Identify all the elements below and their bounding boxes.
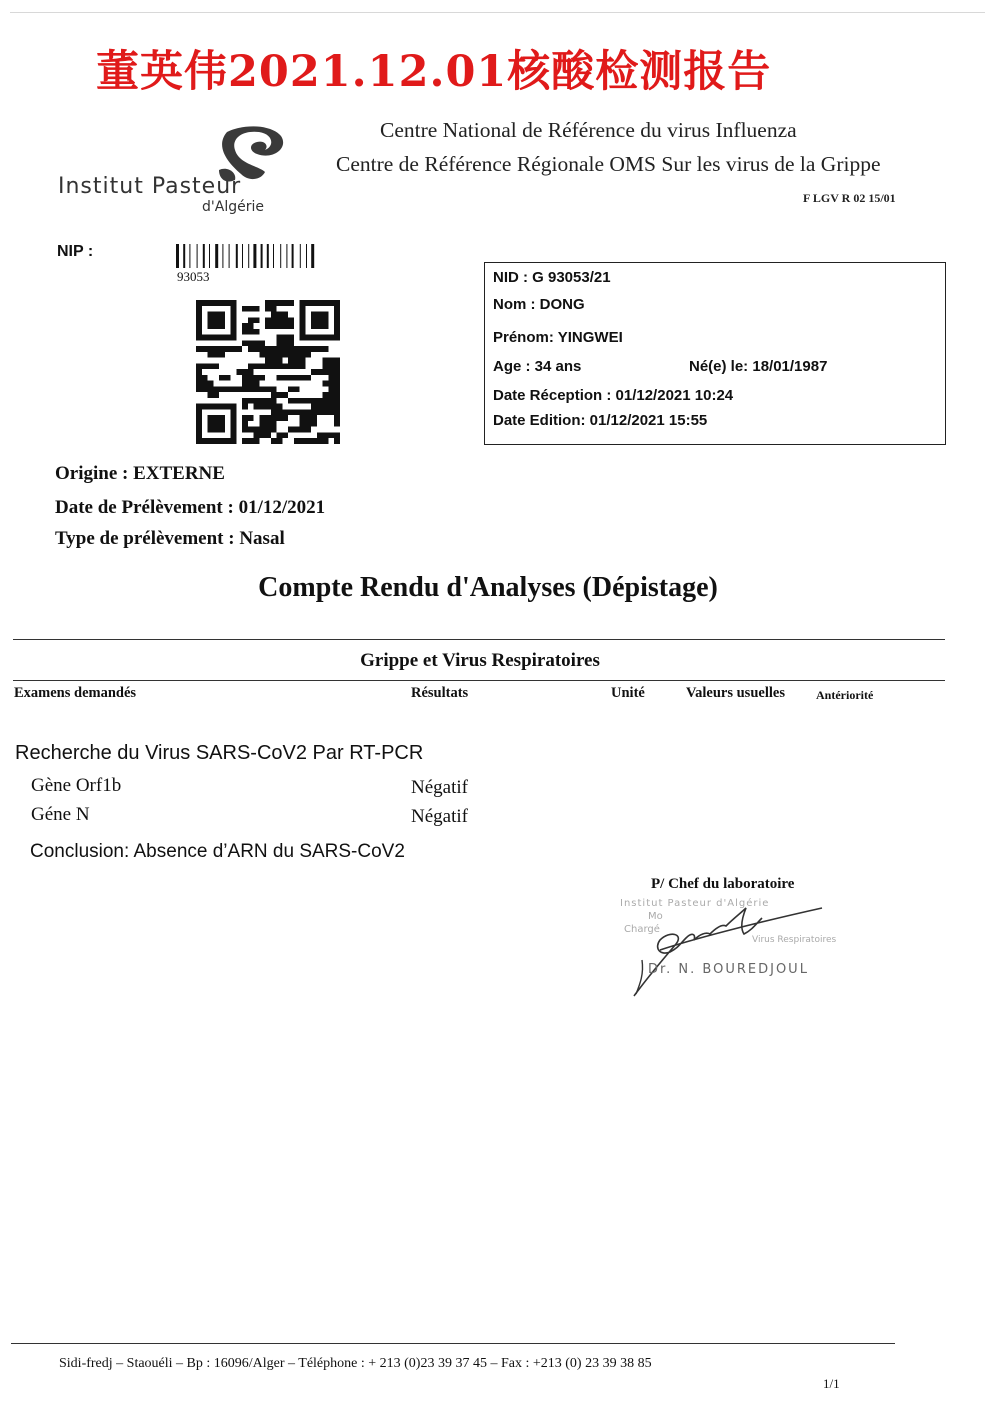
footer-address: Sidi-fredj – Staouéli – Bp : 16096/Alger – Téléphone : + 213 (0)23 39 37 45 – Fax : +213 (0) 23 39 38 85 [59, 1356, 652, 1371]
date-reception: Date Réception : 01/12/2021 10:24 [493, 387, 734, 404]
signature-label: P/ Chef du laboratoire [651, 876, 795, 892]
report-banner-title: 董英伟2021.12.01核酸检测报告 [96, 47, 772, 97]
patient-dob: Né(e) le: 18/01/1987 [689, 358, 828, 375]
nip-label: NIP : [57, 243, 94, 260]
footer-rule [11, 1343, 895, 1344]
patient-age: Age : 34 ans [493, 358, 582, 375]
patient-nid: NID : G 93053/21 [493, 269, 611, 286]
institut-pasteur-logo [58, 124, 298, 219]
gene-result: Négatif [411, 806, 468, 827]
patient-nom: Nom : DONG [493, 296, 585, 313]
patient-prenom: Prénom: YINGWEI [493, 329, 623, 346]
report-title: Compte Rendu d'Analyses (Dépistage) [258, 572, 718, 603]
logo-text-institut-pasteur: Institut Pasteur [58, 174, 242, 199]
date-edition: Date Edition: 01/12/2021 15:55 [493, 412, 708, 429]
page-number: 1/1 [823, 1376, 840, 1391]
signatory-name: Dr. N. BOUREDJOUL [648, 962, 809, 977]
section-bottom-rule [13, 680, 945, 681]
gene-result: Négatif [411, 777, 468, 798]
form-reference: F LGV R 02 15/01 [803, 191, 896, 205]
gene-name: Gène Orf1b [31, 775, 122, 796]
stamp-line: Virus Respiratoires [752, 935, 837, 945]
qr-code [196, 300, 340, 444]
stamp-line: Institut Pasteur d'Algérie [620, 898, 770, 909]
sample-type: Type de prélèvement : Nasal [55, 528, 285, 549]
test-name: Recherche du Virus SARS-CoV2 Par RT-PCR [15, 742, 424, 764]
column-header-previous: Antériorité [816, 688, 874, 702]
patient-info-box [484, 262, 946, 445]
top-scan-edge [10, 12, 985, 13]
column-header-result: Résultats [411, 685, 469, 701]
test-conclusion: Conclusion: Absence d’ARN du SARS-CoV2 [30, 841, 405, 862]
handwritten-signature-icon [630, 904, 830, 1000]
patient-barcode [176, 244, 372, 268]
header-centre-national: Centre National de Référence du virus Influenza [380, 118, 797, 142]
barcode-number: 93053 [177, 269, 210, 284]
stamp-line: Chargé [624, 924, 660, 935]
sample-origin: Origine : EXTERNE [55, 463, 225, 484]
section-title: Grippe et Virus Respiratoires [360, 650, 600, 671]
column-header-unit: Unité [611, 685, 645, 701]
header-centre-oms: Centre de Référence Régionale OMS Sur les virus de la Grippe [336, 152, 881, 176]
logo-text-algerie: d'Algérie [202, 199, 264, 215]
gene-name: Géne N [31, 804, 90, 825]
section-top-rule [13, 639, 945, 640]
column-header-exam: Examens demandés [14, 685, 137, 701]
column-header-ref-values: Valeurs usuelles [686, 685, 785, 701]
sample-date: Date de Prélèvement : 01/12/2021 [55, 497, 326, 518]
lab-stamp-signature [612, 894, 852, 1002]
stamp-line: Mo [648, 911, 663, 922]
